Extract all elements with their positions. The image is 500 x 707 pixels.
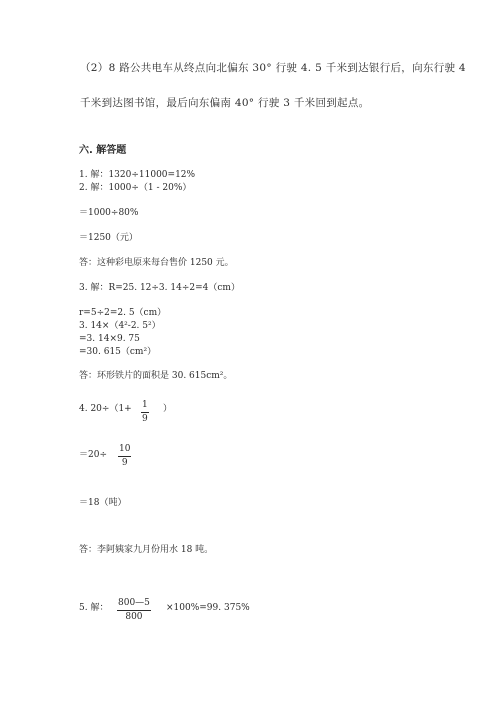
q5-fraction: [117, 598, 151, 624]
problem-text-line-2: 千米到达图书馆，最后向东偏南 40° 行驶 3 千米回到起点。: [80, 97, 370, 109]
q4-step-2-prefix: ＝20÷: [79, 450, 107, 460]
q3-answer: 答：环形铁片的面积是 30. 615cm²。: [79, 371, 233, 381]
q4-fraction-1-denominator: 9: [142, 414, 148, 425]
q2-line-2: ＝1000÷80%: [79, 208, 139, 218]
q3-line-1: 3. 解：R=25. 12÷3. 14÷2=4（cm）: [79, 283, 240, 293]
q4-fraction-2-denominator: 9: [121, 458, 128, 469]
q3-line-5: =30. 615（cm²）: [79, 347, 157, 357]
q4-step-1-close: ）: [163, 404, 173, 414]
q4-step-1-prefix: 4. 20÷（1+: [79, 404, 132, 414]
q2-line-1: 2. 解：1000÷（1 - 20%）: [79, 183, 192, 193]
q4-fraction-1-numerator: 1: [142, 400, 148, 410]
q4-answer: 答：李阿姨家九月份用水 18 吨。: [79, 545, 214, 555]
fraction-bar: [117, 610, 151, 611]
fraction-bar: [141, 412, 149, 413]
fraction-bar: [118, 456, 131, 457]
q3-line-3: 3. 14×（4²-2. 5²）: [79, 321, 161, 331]
q5-prefix: 5. 解：: [79, 603, 109, 613]
q4-fraction-2-numerator: 10: [119, 444, 131, 454]
problem-text-line-1: （2）8 路公共电车从终点向北偏东 30° 行驶 4. 5 千米到达银行后，向东行驶 4: [80, 62, 466, 74]
q5-fraction-numerator: 800—5: [118, 598, 150, 608]
q3-line-2: r=5÷2=2. 5（cm）: [79, 308, 167, 318]
q4-fraction-1: [141, 400, 149, 426]
section-title: 六. 解答题: [79, 145, 127, 156]
q3-line-4: =3. 14×9. 75: [79, 334, 140, 344]
q5-suffix: ×100%=99. 375%: [166, 603, 250, 613]
q5-fraction-denominator: 800: [125, 612, 143, 623]
q4-step-3: ＝18（吨）: [79, 498, 127, 508]
q4-fraction-2: [118, 444, 131, 470]
q1-line-1: 1. 解：1320÷11000=12%: [79, 170, 196, 180]
q2-answer: 答：这种彩电原来每台售价 1250 元。: [79, 258, 234, 268]
q2-line-3: ＝1250（元）: [79, 233, 138, 243]
